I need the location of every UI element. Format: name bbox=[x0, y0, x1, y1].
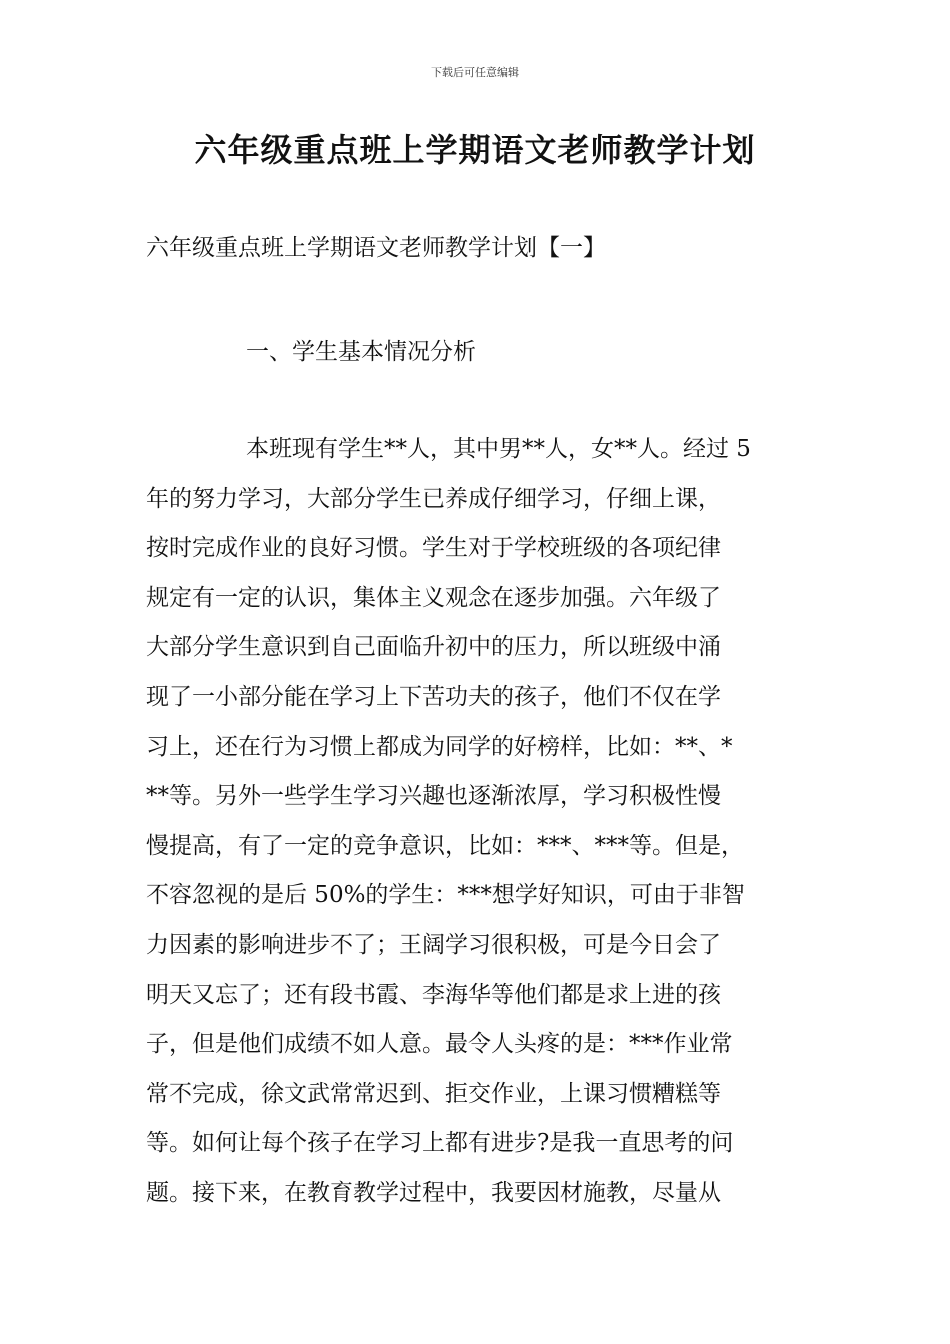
sub-heading: 一、学生基本情况分析 bbox=[246, 339, 476, 365]
paragraph-line: 明天又忘了；还有段书霞、李海华等他们都是求上进的孩 bbox=[146, 981, 721, 1008]
body-paragraph bbox=[146, 431, 826, 1225]
paragraph-line: 习上，还在行为习惯上都成为同学的好榜样，比如：**、* bbox=[146, 733, 733, 760]
paragraph-line: 年的努力学习，大部分学生已养成仔细学习，仔细上课， bbox=[146, 485, 721, 512]
paragraph-line: 现了一小部分能在学习上下苦功夫的孩子，他们不仅在学 bbox=[146, 683, 721, 710]
paragraph-line: 常不完成，徐文武常常迟到、拒交作业，上课习惯糟糕等 bbox=[146, 1080, 721, 1107]
paragraph-line: 慢提高，有了一定的竞争意识，比如：***、***等。但是， bbox=[146, 832, 744, 859]
paragraph-line: **等。另外一些学生学习兴趣也逐渐浓厚，学习积极性慢 bbox=[146, 783, 721, 810]
paragraph-line: 子，但是他们成绩不如人意。最令人头疼的是：***作业常 bbox=[146, 1031, 733, 1058]
paragraph-line: 大部分学生意识到自己面临升初中的压力，所以班级中涌 bbox=[146, 634, 721, 661]
paragraph-line: 本班现有学生**人，其中男**人，女**人。经过 5 bbox=[246, 436, 751, 462]
section-title: 六年级重点班上学期语文老师教学计划【一】 bbox=[146, 235, 606, 261]
page-header-note: 下载后可任意编辑 bbox=[431, 66, 519, 79]
paragraph-line: 力因素的影响进步不了；王阔学习很积极，可是今日会了 bbox=[146, 931, 721, 958]
paragraph-line: 题。接下来，在教育教学过程中，我要因材施教，尽量从 bbox=[146, 1179, 721, 1206]
paragraph-line: 等。如何让每个孩子在学习上都有进步?是我一直思考的问 bbox=[146, 1130, 734, 1157]
paragraph-line: 不容忽视的是后 50%的学生：***想学好知识，可由于非智 bbox=[146, 882, 745, 909]
paragraph-line: 按时完成作业的良好习惯。学生对于学校班级的各项纪律 bbox=[146, 535, 721, 562]
document-title: 六年级重点班上学期语文老师教学计划 bbox=[194, 131, 756, 169]
paragraph-line: 规定有一定的认识，集体主义观念在逐步加强。六年级了 bbox=[146, 584, 721, 611]
